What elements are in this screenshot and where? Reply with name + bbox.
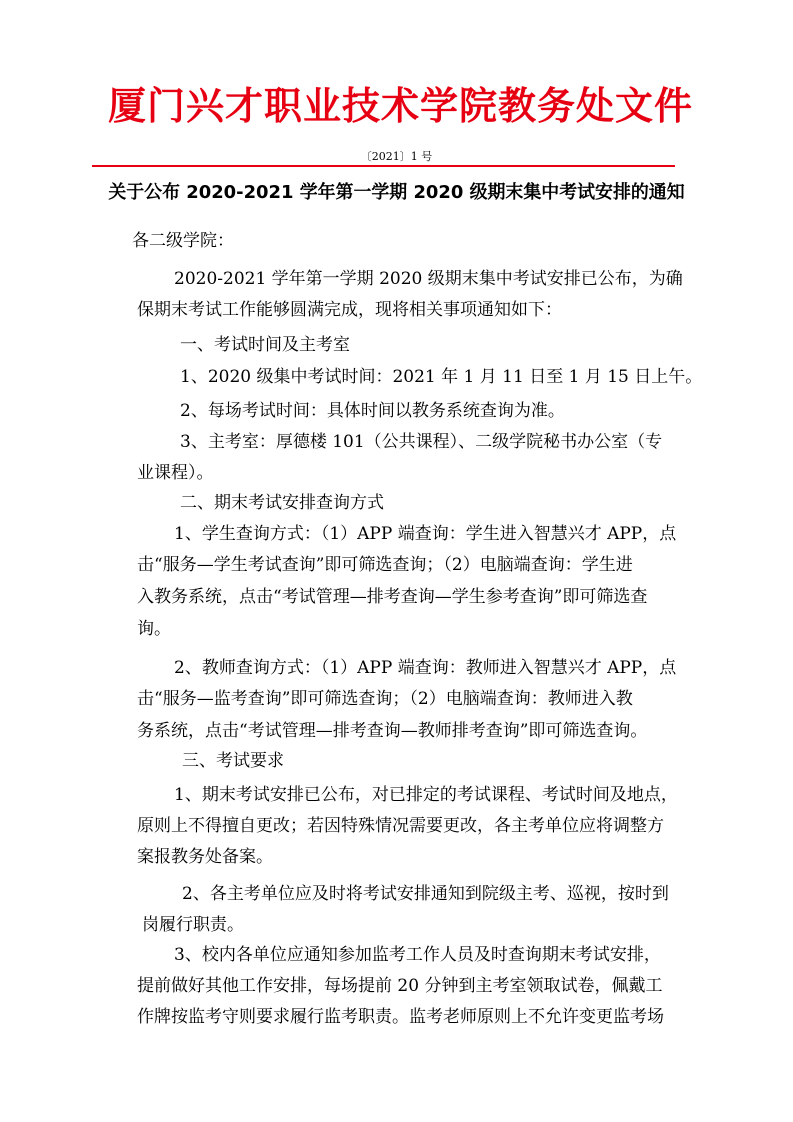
- paragraph-line: 1、期末考试安排已公布，对已排定的考试课程、考试时间及地点，: [174, 785, 678, 805]
- intro-line: 2020-2021 学年第一学期 2020 级期末集中考试安排已公布，为确: [174, 269, 683, 289]
- notice-title: 关于公布 2020-2021 学年第一学期 2020 级期末集中考试安排的通知: [108, 182, 685, 203]
- doc-number: 〔2021〕1 号: [360, 150, 433, 163]
- paragraph-line: 击“服务—监考查询”即可筛选查询；（2）电脑端查询：教师进入教: [137, 689, 633, 709]
- paragraph-line: 岗履行职责。: [142, 915, 244, 935]
- paragraph-line: 案报教务处备案。: [137, 847, 273, 867]
- paragraph-line: 2、教师查询方式：（1）APP 端查询：教师进入智慧兴才 APP，点: [174, 658, 677, 678]
- paragraph-line: 提前做好其他工作安排，每场提前 20 分钟到主考室领取试卷，佩戴工: [137, 976, 663, 996]
- paragraph-line: 1、学生查询方式：（1）APP 端查询：学生进入智慧兴才 APP，点: [174, 524, 677, 544]
- paragraph-line: 1、2020 级集中考试时间：2021 年 1 月 11 日至 1 月 15 日上午。: [180, 367, 703, 387]
- paragraph-line: 询。: [137, 619, 171, 639]
- paragraph-line: 入教务系统，点击“考试管理—排考查询—学生参考查询”即可筛选查: [137, 587, 648, 607]
- paragraph-line: 原则上不得擅自更改；若因特殊情况需要更改，各主考单位应将调整方: [137, 816, 664, 836]
- paragraph-line: 击“服务—学生考试查询”即可筛选查询；（2）电脑端查询：学生进: [137, 555, 633, 575]
- section-heading: 一、考试时间及主考室: [180, 335, 350, 355]
- paragraph-line: 3、校内各单位应通知参加监考工作人员及时查询期末考试安排，: [174, 945, 661, 965]
- paragraph-line: 3、主考室：厚德楼 101（公共课程）、二级学院秘书办公室（专: [180, 432, 663, 452]
- red-divider: [92, 165, 675, 167]
- paragraph-line: 2、每场考试时间：具体时间以教务系统查询为准。: [180, 401, 565, 421]
- intro-line: 保期末考试工作能够圆满完成，现将相关事项通知如下：: [137, 300, 562, 320]
- paragraph-line: 务系统，点击“考试管理—排考查询—教师排考查询”即可筛选查询。: [137, 721, 648, 741]
- salutation: 各二级学院：: [132, 231, 234, 251]
- paragraph-line: 2、各主考单位应及时将考试安排通知到院级主考、巡视，按时到: [182, 884, 669, 904]
- section-heading: 二、期末考试安排查询方式: [180, 493, 384, 513]
- paragraph-line: 业课程）。: [137, 463, 214, 483]
- paragraph-line: 作牌按监考守则要求履行监考职责。监考老师原则上不允许变更监考场: [137, 1007, 664, 1027]
- section-heading: 三、考试要求: [182, 751, 284, 771]
- org-title: 厦门兴才职业技术学院教务处文件: [108, 83, 694, 128]
